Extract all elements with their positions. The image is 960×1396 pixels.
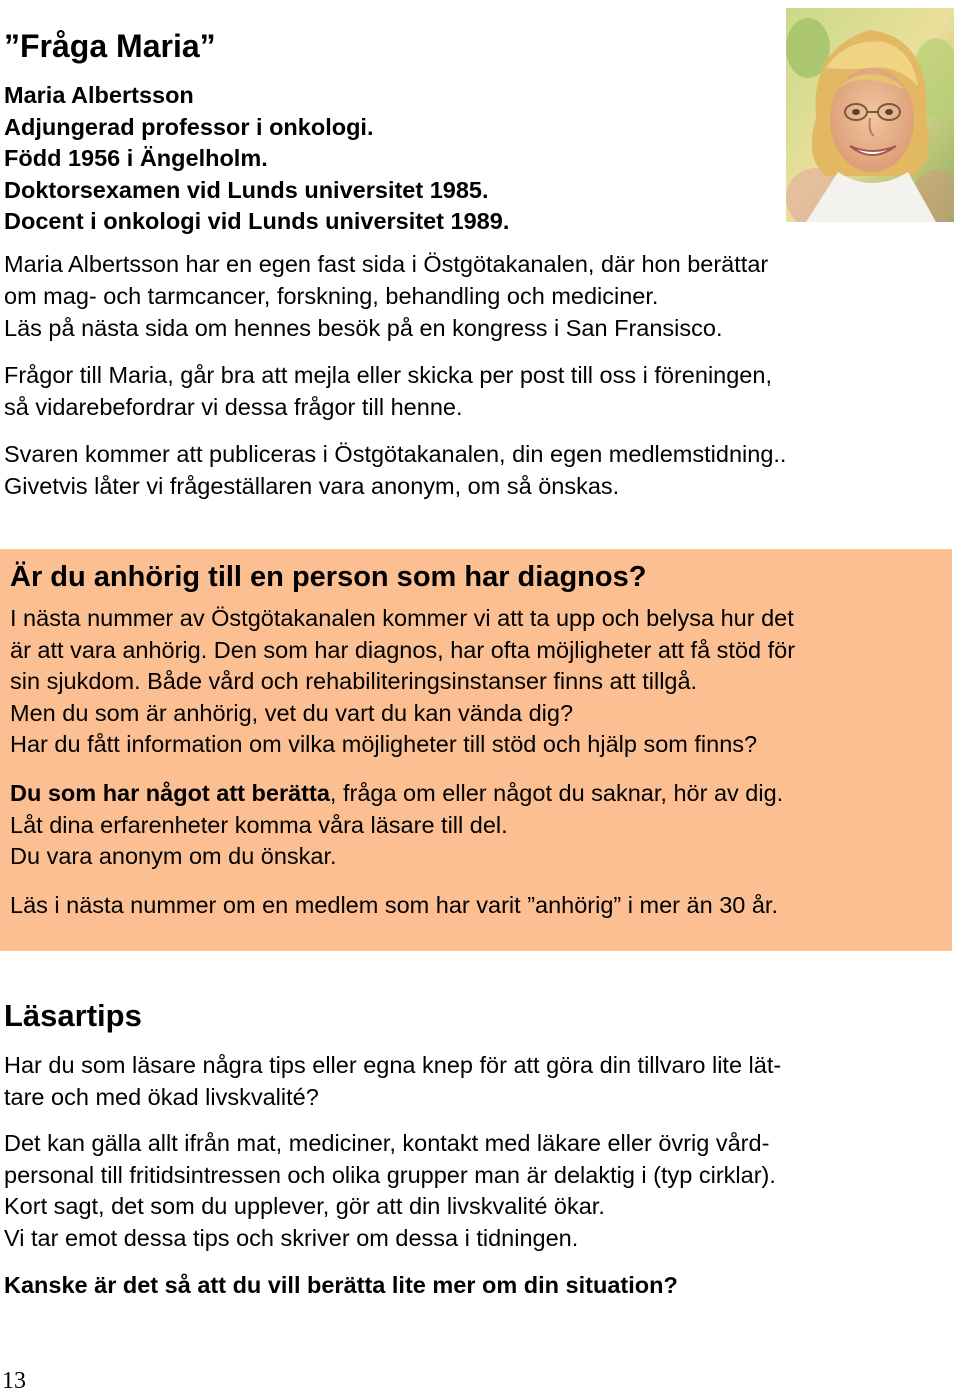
- tips-paragraph: [4, 1128, 934, 1254]
- author-bio: [4, 80, 764, 238]
- text-line: Svaren kommer att publiceras i Östgötakanalen, din egen medlemstidning..: [4, 441, 787, 467]
- emphasis-text: Du som har något att berätta: [10, 779, 330, 806]
- box-heading: Är du anhörig till en person som har diagnos?: [10, 561, 647, 593]
- text-fragment: , fråga om eller något du saknar, hör av dig.: [329, 779, 784, 806]
- text-line: tare och med ökad livskvalité?: [4, 1083, 319, 1110]
- text-line: Har du fått information om vilka möjligheter till stöd och hjälp som finns?: [10, 731, 758, 758]
- text-line: Kort sagt, det som du upplever, gör att din livskvalité ökar.: [4, 1193, 605, 1220]
- bio-line: Född 1956 i Ängelholm.: [4, 145, 268, 172]
- text-line: Givetvis låter vi frågeställaren vara anonym, om så önskas.: [4, 473, 620, 499]
- intro-paragraph: [4, 248, 944, 344]
- text-line: Maria Albertsson har en egen fast sida i Östgötakanalen, där hon berättar: [4, 251, 769, 277]
- text-line: så vidarebefordrar vi dessa frågor till henne.: [4, 394, 463, 420]
- intro-paragraph: [4, 359, 944, 423]
- text-line: Har du som läsare några tips eller egna knep för att göra din tillvaro lite lät-: [4, 1052, 782, 1078]
- text-line: Frågor till Maria, går bra att mejla eller skicka per post till oss i föreningen,: [4, 362, 772, 388]
- text-line: Läs på nästa sida om hennes besök på en kongress i San Fransisco.: [4, 315, 723, 341]
- page-title: ”Fråga Maria”: [4, 28, 216, 64]
- text-line: I nästa nummer av Östgötakanalen kommer vi att ta upp och belysa hur det: [10, 605, 794, 631]
- text-line: sin sjukdom. Både vård och rehabiliteringsinstanser finns att tillgå.: [10, 668, 698, 695]
- box-paragraph: [10, 603, 945, 761]
- intro-text: [4, 248, 944, 517]
- text-line: Läs i nästa nummer om en medlem som har varit ”anhörig” i mer än 30 år.: [10, 891, 778, 918]
- text-line: Låt dina erfarenheter komma våra läsare till del.: [10, 811, 508, 838]
- bio-line: Doktorsexamen vid Lunds universitet 1985.: [4, 176, 489, 203]
- bio-line: Adjungerad professor i onkologi.: [4, 113, 374, 140]
- box-content: [10, 603, 945, 938]
- tips-closing-question: Kanske är det så att du vill berätta lite mer om din situation?: [4, 1271, 678, 1298]
- box-paragraph: [10, 890, 945, 922]
- box-paragraph: [10, 778, 945, 873]
- text-line: Du vara anonym om du önskar.: [10, 843, 337, 870]
- text-line: Det kan gälla allt ifrån mat, mediciner, kontakt med läkare eller övrig vård-: [4, 1130, 770, 1157]
- bio-name: Maria Albertsson: [4, 82, 194, 108]
- text-line: [10, 778, 945, 810]
- bio-line: Docent i onkologi vid Lunds universitet 1989.: [4, 208, 510, 235]
- text-line: är att vara anhörig. Den som har diagnos, har ofta möjligheter att få stöd för: [10, 636, 796, 663]
- reader-tips-section: [4, 996, 934, 1316]
- page-number: 13: [2, 1368, 26, 1394]
- text-line: Men du som är anhörig, vet du vart du kan vända dig?: [10, 699, 574, 726]
- text-line: om mag- och tarmcancer, forskning, behandling och mediciner.: [4, 283, 659, 309]
- intro-paragraph: [4, 438, 944, 502]
- section-heading: Läsartips: [4, 998, 142, 1033]
- author-portrait-photo: [786, 8, 954, 222]
- text-line: personal till fritidsintressen och olika grupper man är delaktig i (typ cirklar).: [4, 1161, 776, 1188]
- text-line: Vi tar emot dessa tips och skriver om dessa i tidningen.: [4, 1224, 579, 1251]
- tips-paragraph: [4, 1050, 934, 1113]
- relatives-info-box: [0, 549, 952, 951]
